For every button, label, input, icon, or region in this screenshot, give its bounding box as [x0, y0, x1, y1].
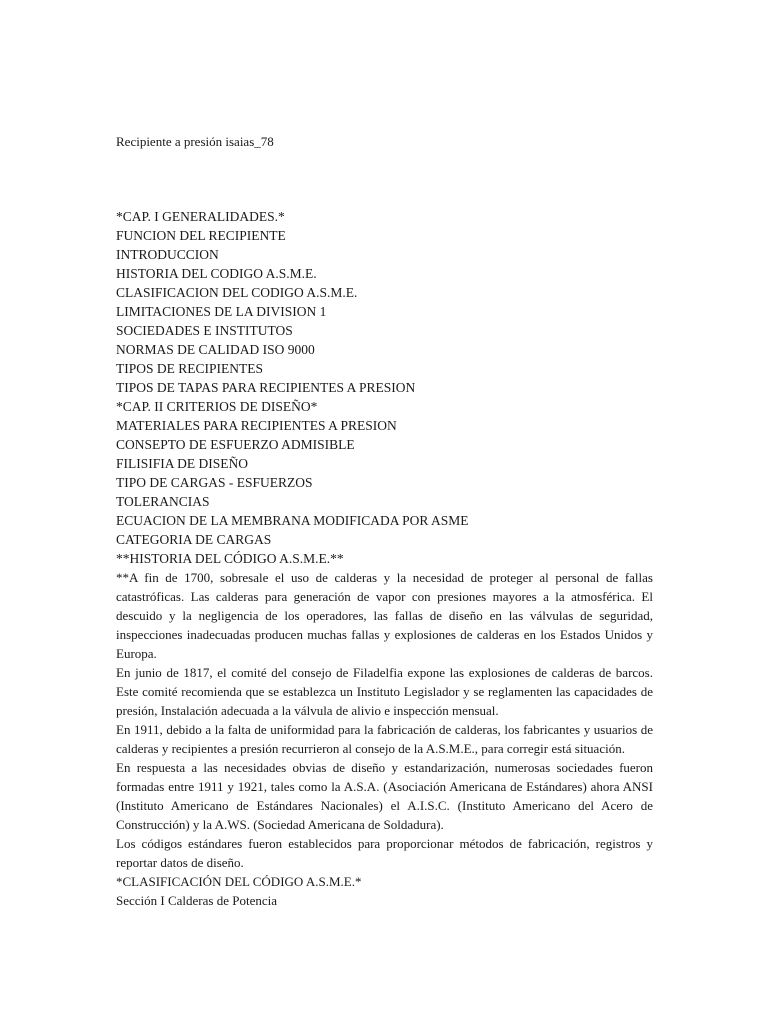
paragraph: En junio de 1817, el comité del consejo de Filadelfia expone las explosiones de calderas de barcos. Este comité recomienda que se establezca un Instituto Legislador y se reglamenten las capacidades de presión, Instalación adecuada a la válvula de alivio e inspección mensual.: [116, 665, 653, 718]
toc-item: ECUACION DE LA MEMBRANA MODIFICADA POR ASME: [116, 513, 469, 528]
toc-item: TIPO DE CARGAS - ESFUERZOS: [116, 475, 313, 490]
section-heading: *CLASIFICACIÓN DEL CÓDIGO A.S.M.E.*: [116, 874, 362, 889]
toc-item: TIPOS DE TAPAS PARA RECIPIENTES A PRESION: [116, 380, 416, 395]
toc-item: *CAP. II CRITERIOS DE DISEÑO*: [116, 399, 318, 414]
toc-item: MATERIALES PARA RECIPIENTES A PRESION: [116, 418, 397, 433]
toc-item: TOLERANCIAS: [116, 494, 210, 509]
toc-item: *CAP. I GENERALIDADES.*: [116, 209, 285, 224]
toc-item: LIMITACIONES DE LA DIVISION 1: [116, 304, 327, 319]
paragraph: En respuesta a las necesidades obvias de diseño y estandarización, numerosas sociedades fueron formadas entre 1911 y 1921, tales como la A.S.A. (Asociación Americana de Estándares) ahora ANSI (Instituto Americano de Estándares Nacionales) el A.I.S.C. (Instituto Americano del Acero de Construcción) y la A.WS. (Sociedad Americana de Soldadura).: [116, 760, 653, 832]
toc-item: **HISTORIA DEL CÓDIGO A.S.M.E.**: [116, 551, 344, 566]
toc-item: TIPOS DE RECIPIENTES: [116, 361, 264, 376]
table-of-contents: [116, 207, 653, 568]
toc-item: SOCIEDADES E INSTITUTOS: [116, 323, 293, 338]
section-line: Sección I Calderas de Potencia: [116, 893, 277, 908]
toc-item: INTRODUCCION: [116, 247, 219, 262]
document-body: [116, 568, 653, 910]
paragraph: **A fin de 1700, sobresale el uso de calderas y la necesidad de proteger al personal de fallas catastróficas. Las calderas para generación de vapor con presiones mayores a la atmosférica. El descuido y la negligencia de los operadores, las fallas de diseño en las válvulas de seguridad, inspecciones inadecuadas producen muchas fallas y explosiones de calderas en los Estados Unidos y Europa.: [116, 570, 653, 661]
toc-item: CATEGORIA DE CARGAS: [116, 532, 272, 547]
toc-item: HISTORIA DEL CODIGO A.S.M.E.: [116, 266, 317, 281]
toc-item: CONSEPTO DE ESFUERZO ADMISIBLE: [116, 437, 355, 452]
toc-item: FILISIFIA DE DISEÑO: [116, 456, 249, 471]
paragraph: Los códigos estándares fueron establecidos para proporcionar métodos de fabricación, registros y reportar datos de diseño.: [116, 836, 653, 870]
toc-item: NORMAS DE CALIDAD ISO 9000: [116, 342, 315, 357]
toc-item: CLASIFICACION DEL CODIGO A.S.M.E.: [116, 285, 358, 300]
paragraph: En 1911, debido a la falta de uniformidad para la fabricación de calderas, los fabricantes y usuarios de calderas y recipientes a presión recurrieron al consejo de la A.S.M.E., para corregir está situación.: [116, 722, 653, 756]
document-title: Recipiente a presión isaias_78: [116, 134, 274, 149]
toc-item: FUNCION DEL RECIPIENTE: [116, 228, 286, 243]
